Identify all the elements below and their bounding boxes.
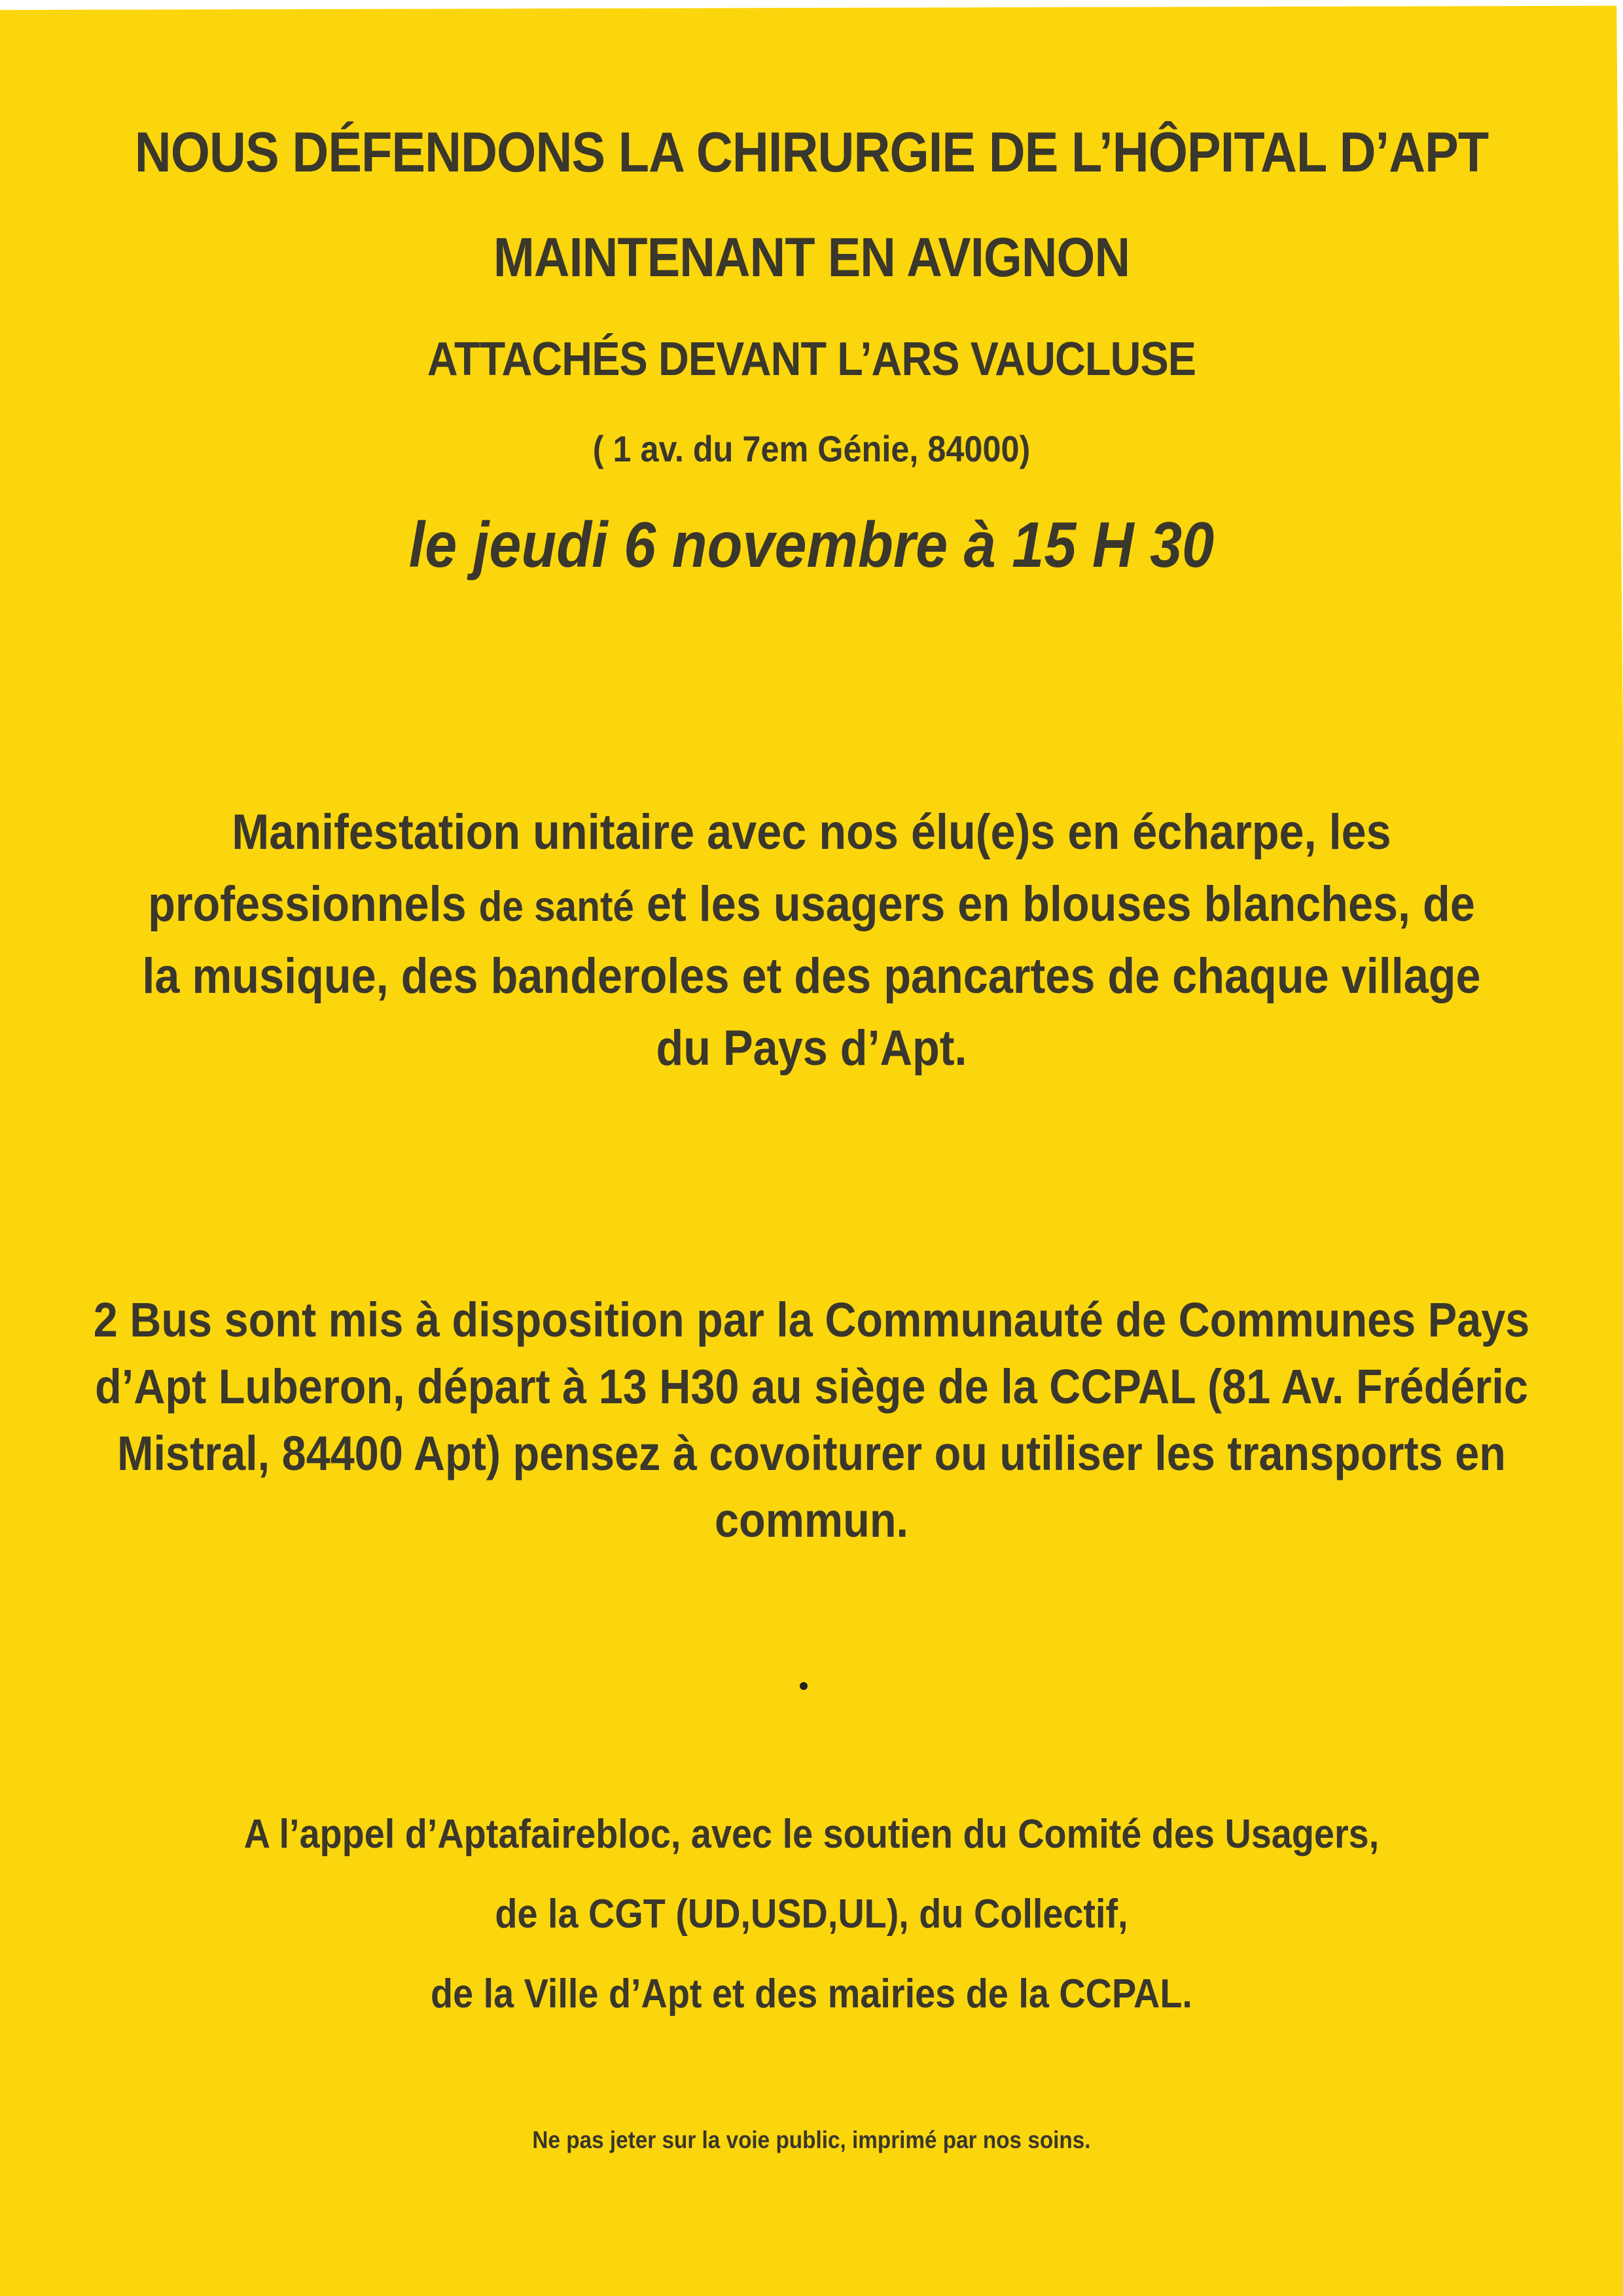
manifestation-line-2b: et les usagers en blouses blanches, de [633,876,1475,932]
manifestation-line-4: du Pays d’Apt. [656,1020,967,1076]
bus-line-2: d’Apt Luberon, départ à 13 H30 au siège de la CCPAL (81 Av. Frédéric [95,1359,1528,1414]
credits-line-2: de la CGT (UD,USD,UL), du Collectif, [495,1892,1128,1937]
bus-line-3: Mistral, 84400 Apt) pensez à covoiturer ou utiliser les transports en [117,1426,1506,1480]
footer-disclaimer: Ne pas jeter sur la voie public, imprimé par nos soins. [532,2126,1091,2153]
ink-dot-mark [800,1682,808,1690]
manifestation-line-2 [81,874,1542,934]
manifestation-line-1: Manifestation unitaire avec nos élu(e)s en écharpe, les [232,804,1391,860]
manifestation-line-2-small: de santé [478,882,634,930]
poster-subtitle: MAINTENANT EN AVIGNON [493,226,1130,288]
poster-datetime-line: le jeudi 6 novembre à 15 H 30 [408,509,1215,581]
credits-line-3: de la Ville d’Apt et des mairies de la CCPAL. [431,1971,1192,2017]
poster-title: NOUS DÉFENDONS LA CHIRURGIE DE L’HÔPITAL D’APT [134,121,1489,184]
poster-address-line: ( 1 av. du 7em Génie, 84000) [592,428,1031,469]
poster-location-line: ATTACHÉS DEVANT L’ARS VAUCLUSE [427,333,1196,386]
credits-line-1: A l’appel d’Aptafairebloc, avec le soutien du Comité des Usagers, [243,1812,1380,1857]
manifestation-line-2a: professionnels [148,876,479,932]
bus-line-1: 2 Bus sont mis à disposition par la Communauté de Communes Pays [93,1293,1530,1347]
manifestation-line-3: la musique, des banderoles et des pancartes de chaque village [142,948,1481,1004]
bus-line-4: commun. [714,1493,909,1547]
